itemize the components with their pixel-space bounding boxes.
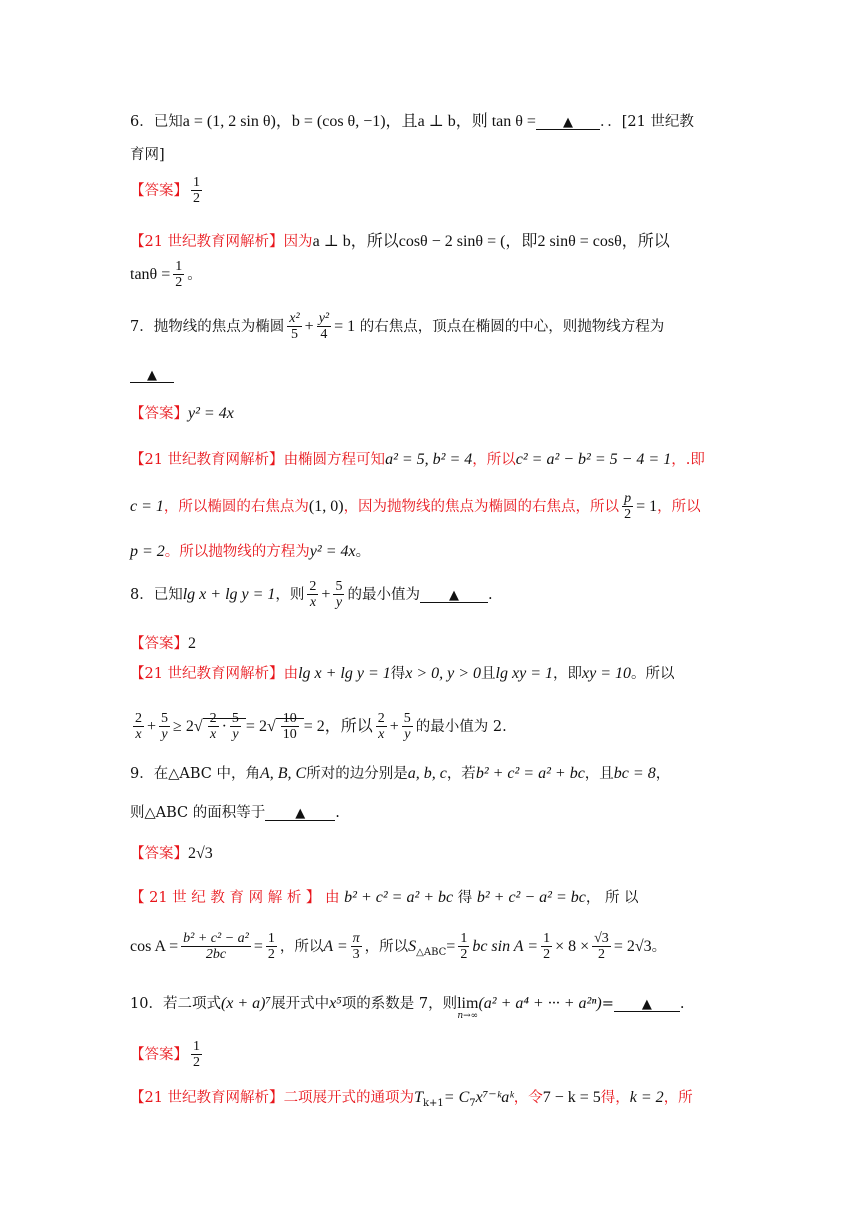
q10-analysis-line1: 【21 世纪教育网解析】二项展开式的通项为$T_{k+1}=$ $C_7x^{7-}ᵏaᵏ$，令7 − k = 5得，k = 2，所	[130, 1089, 693, 1109]
q7-answer: 【答案】y² = 4x	[130, 405, 234, 422]
q8-analysis-line2: $\frac{2}{x}$ + $\frac{5}{y}$ ≥ 2√ $\frac{2}{x}$ · $\frac{5}{y}$ = 2√ $\frac{10}{10}$ = 2，所以 $\frac{2}{x}$ + $\frac{5}{y}$ 的最小值为 2.	[135, 711, 507, 742]
fraction: $\frac{5}{y}$	[335, 579, 343, 610]
q9-analysis-line2: cos A = $\frac{\text{b² + c² − a²}}{2bc}$ = $\frac{1}{2}$ ，所以A = $\frac{\pi}{3}$ ，所以$S_{\triangle ABC}=$ $\frac{1}{2}$ bc sin A = $\frac{1}{2}$ × 8 × $\frac{√3}{2}$ = 2√3。	[130, 931, 667, 962]
analysis-label: 【 21 世 纪 教 育 网 解 析 】	[130, 890, 321, 906]
answer-blank: ▲	[614, 998, 680, 1012]
fraction: $\frac{p}{2}$	[624, 491, 632, 522]
answer-label: 【答案】	[130, 1047, 188, 1063]
answer-blank: ▲	[265, 807, 335, 821]
fraction: $\frac{\text{y²}}{4}$	[318, 311, 330, 342]
q8-analysis-line1: 【21 世纪教育网解析】由lg x + lg y = 1得x > 0, y > 0且lg xy = 1，即xy = 10。所以	[130, 665, 675, 682]
analysis-label: 【21 世纪教育网解析】	[130, 1090, 284, 1106]
answer-blank: ▲	[536, 116, 600, 130]
q6-vector-b: b = (cos θ, −1)，且	[291, 113, 418, 130]
q9-line1: 9．在△ABC 中，角A, B, C所对的边分别是a, b, c，若b² + c² = a² + bc，且bc = 8，	[130, 765, 671, 782]
answer-blank: ▲	[130, 369, 174, 383]
analysis-label: 【21 世纪教育网解析】	[130, 666, 284, 682]
q10-answer: 【答案】 $\frac{1}{2}$	[130, 1039, 200, 1070]
fraction: $\frac{1}{2}$	[175, 259, 183, 290]
q10-line1: 10．若二项式(x + a)⁷展开式中x⁵项的系数是 7，则 lim n→∞ (a² + a⁴ + ··· + a²ⁿ)= ▲ .	[130, 995, 685, 1021]
q8-line1: 8．已知lg x + lg y = 1，则 $\frac{2}{x}$ + $\frac{5}{y}$ 的最小值为 ▲ .	[130, 579, 493, 610]
answer-blank: ▲	[420, 589, 488, 603]
q9-answer: 【答案】2√3	[130, 845, 213, 862]
q6-vector-a: a = (1, 2 sin θ)，	[182, 113, 292, 130]
answer-label: 【答案】	[130, 636, 188, 652]
answer-label: 【答案】	[130, 406, 188, 422]
fraction: $\frac{1}{2}$	[193, 175, 200, 206]
answer-label: 【答案】	[130, 846, 188, 862]
q7-analysis-line2: c = 1，所以椭圆的右焦点为(1, 0)，因为抛物线的焦点为椭圆的右焦点，所以 $\frac{p}{2}$ = 1，所以	[130, 491, 701, 522]
q8-answer: 【答案】2	[130, 635, 196, 652]
q6-analysis-line1: 【21 世纪教育网解析】因为a ⊥ b，所以cosθ − 2 sinθ = (，即2 sinθ = cosθ，所以	[130, 233, 670, 250]
q7-analysis-line1: 【21 世纪教育网解析】由椭圆方程可知a² = 5, b² = 4，所以c² = a² − b² = 5 − 4 = 1，.即	[130, 451, 705, 468]
q6-line2: 育网]	[130, 147, 165, 163]
q9-line2: 则△ABC 的面积等于 ▲ .	[130, 805, 340, 821]
answer-label: 【答案】	[130, 183, 188, 199]
q6-answer	[130, 176, 205, 206]
analysis-label: 【21 世纪教育网解析】	[130, 452, 284, 468]
q7-line1: 7．抛物线的焦点为椭圆 $\frac{\text{x²}}{5}$ + $\frac{\text{y²}}{4}$ = 1 的右焦点，顶点在椭圆的中心，则抛物线方程为	[130, 311, 665, 342]
fraction: $\frac{2}{x}$	[309, 579, 317, 610]
q6-analysis-line2: tanθ = $\frac{1}{2}$ 。	[130, 259, 202, 290]
analysis-label: 【21 世纪教育网解析】	[130, 234, 284, 250]
q9-analysis-line1: 【 21 世 纪 教 育 网 解 析 】 由 b² + c² = a² + bc 得 b² + c² − a² = bc， 所 以	[130, 889, 639, 906]
q7-blank-line	[130, 368, 174, 383]
fraction: $\frac{\text{x²}}{5}$	[289, 311, 300, 342]
q6-line1: 6．已知a = (1, 2 sin θ)，b = (cos θ, −1)，且a ⊥ b，则 tan θ = ▲ ．．[21 世纪教	[130, 113, 694, 130]
q7-analysis-line3: p = 2。所以抛物线的方程为y² = 4x。	[130, 543, 371, 560]
